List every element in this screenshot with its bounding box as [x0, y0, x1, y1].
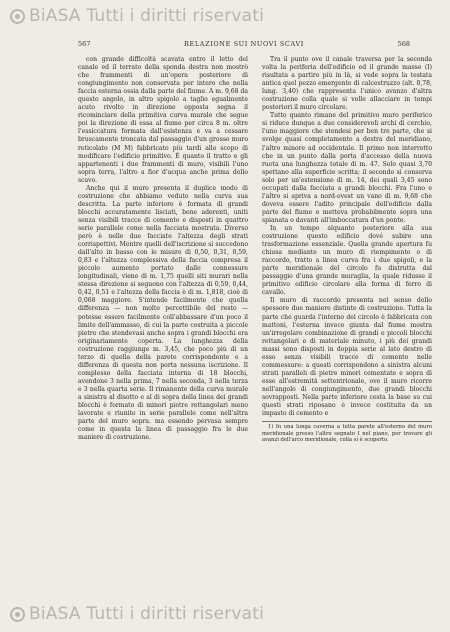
- watermark-top-text: BiASA Tutti i diritti riservati: [29, 6, 265, 26]
- running-header: [78, 40, 410, 52]
- watermark-bottom-text: BiASA Tutti i diritti riservati: [29, 604, 265, 624]
- page-number-left: 567: [78, 40, 91, 48]
- footnote-text: 1) In una lunga caverna a tutta parete all'esterno del muro meridionale presso l'altro segnato I nel piano, per trovare gli avanzi dell'arco meridionale, colla sí è scoperto.: [262, 424, 432, 444]
- page-number-right: 568: [397, 40, 410, 48]
- left-paragraph: Anche qui il muro presenta il duplice modo di costruzione che abbiamo veduto nella curva sua descritta. La parte inferiore è formata di grandi blocchi accuratamente lisciati, bene aderenti, uniti senza visibili tracce di cemento e disposti in quattro serie parallele come nella facciata mostrata. Diverso però è nelle due facciate l'altezza degli strati corrispettivi. Mentre quelli dell'iscrizione si succedono dall'alto in basso con le misure di 0,50, 0,31, 0,59, 0,83 e l'altezza complessiva della faccia compresa il piccolo aumento portato dalle connessure longitudinali, viene di m. 1,75 quelli siti murari nella stessa direzione si seguono con l'altezza di 0,59, 0,44, 0,42, 0,51 e l'altezza della faccia è di m. 1,818, cioè di 0,068 maggiore. S'intende facilmente che quella differenza — non molto percettibile del resto — potesse essere facilmente coll'abbassare d'un poco il limite dell'ammasso, di cui la parte costruita a piccole pietre che stendevasi anche sopra i grandi blocchi era originariamente coperta. La lunghezza della costruzione raggiunge m. 3,45, che poco più di un terzo di quella della parete corrispondente e a differenza di questa non porta nessuna iscrizione. Il complesso della facciata interna di 18 blocchi, avendone 3 nella prima, 7 nella seconda, 3 nella terza e 3 nella quarta serie. Il rimanente della curva murale a sinistra al disotto e al di sopra della linea dei grandi blocchi è formato di minori pietre rettangolari meno lavorate e riunite in serie parallele come nell'altra parte del muro sopra. ma essendo pervasa sempre come in questa la linea di passaggio fra le due maniere di costruzione.: [78, 184, 248, 442]
- right-paragraph: Il muro di raccordo presenta nel senso dello spessore due maniere distinte di costruzione. Tutta la parte che guarda l'interno del circolo è fabbricata con mattoni, l'esterna invece giunta dal fiume mostra un'irregolare combinazione di grandi e piccoli blocchi rettangolari e di materiale minuto, i più dei grandi massi sono disposti in doppia serie al lato destro di esso senza visibili tracce di cemento nelle commessure: a questi corrispondono a sinistra alcuni strati paralleli di pietre minori cementate e sopra di esse all'estremità settentrionale, ove il muro ricorre nell'angolo di congiungimento, due grandi blocchi sovrapposti. Nella parte inferiore cesta la base su cui questi strati riposano è invece costituita da un impasto di cemento e: [262, 297, 432, 418]
- left-column: [78, 56, 248, 442]
- footnote: [262, 421, 432, 444]
- right-paragraph: In un tempo alquanto posteriore alla sua costruzione questo edificio dové subire una trasformazione essenziale. Quella grande apertura fu chiusa mediante un muro di riempimento o di raccordo, tratto a linea curva fra i due spigoli, e la parte meridionale del circolo fu distrutta dal passaggio d'una grande muraglia, la quale ridusse il primitivo edificio circolare alla forma di ferro di cavallo.: [262, 224, 432, 297]
- watermark-top: [10, 6, 264, 26]
- running-title: RELAZIONE SUI NUOVI SCAVI: [184, 40, 304, 48]
- left-paragraph: con grande difficoltà scavata entro il letto del canale ed il terrato della sponda destra non mostrò che frammenti di un'opera posteriore di congiungimento non conservata per intero che nella faccia esterna ossia dalla parte del fiume. A m. 9,68 da questo angolo, in altro spigolo a taglio egualmente acuto rivolto in direzione opposta segna il ricominciare della primitiva curva murale che segue poi la direzione di essa al fiume per circa 8 m. oltre l'essiccatura formata dall'esistenza e va a cessare bruscamente troncata dal passaggio d'un grosso muro reticolato (M M) fabbricato più tardi allo scopo di modificare l'edificio primitivo. È quanto il tratto e gli appartenenti i due frammenti di muro, visibili l'uno sopra terra, l'altro a fior d'acqua anche prima dello scavo.: [78, 56, 248, 184]
- watermark-seal-icon: [10, 607, 25, 622]
- watermark-bottom: [10, 604, 264, 624]
- right-paragraph: Tra il punto ove il canale traversa per la seconda volta la periferia dell'edificio ed il grande masso (I) risultata a partire più in là, si vede sopra la testata antica quel pezzo emergente di calcestruzzo (alt. 0,78, lung. 3,40) che rappresenta l'unico avanzo d'altra costruzione colla quale si volle allacciare in tempi posteriori il muro circolare.: [262, 56, 432, 112]
- right-column: [262, 56, 432, 444]
- watermark-seal-icon: [10, 9, 25, 24]
- right-paragraph: Tutto quanto rimane del primitivo muro periferico si riduce dunque a due considerevoli archi di cerchio, l'uno maggiore che stendesi per ben tre parte, che si svolge quasi completamente a destra del meridiano, l'altro minore ad occidentale. Il primo non interrotto che in un punto dalla porta d'accesso della nuova ruota una lunghezza totale di m. 47. Solo quasi 3,70 spettano alla superficie scritta; il secondo si conserva solo per un'estensione di m. 14, dei quali 3,45 sono occupati dalla facciata a grandi blocchi. Fra l'uno e l'altro si apriva a nord-ovest un vano di m. 9,68 che doveva essere l'adito principale dell'edificio dalla parte del fiume e metteva probabilmente sopra una spianata o davanti all'imboccatura d'un ponte.: [262, 112, 432, 224]
